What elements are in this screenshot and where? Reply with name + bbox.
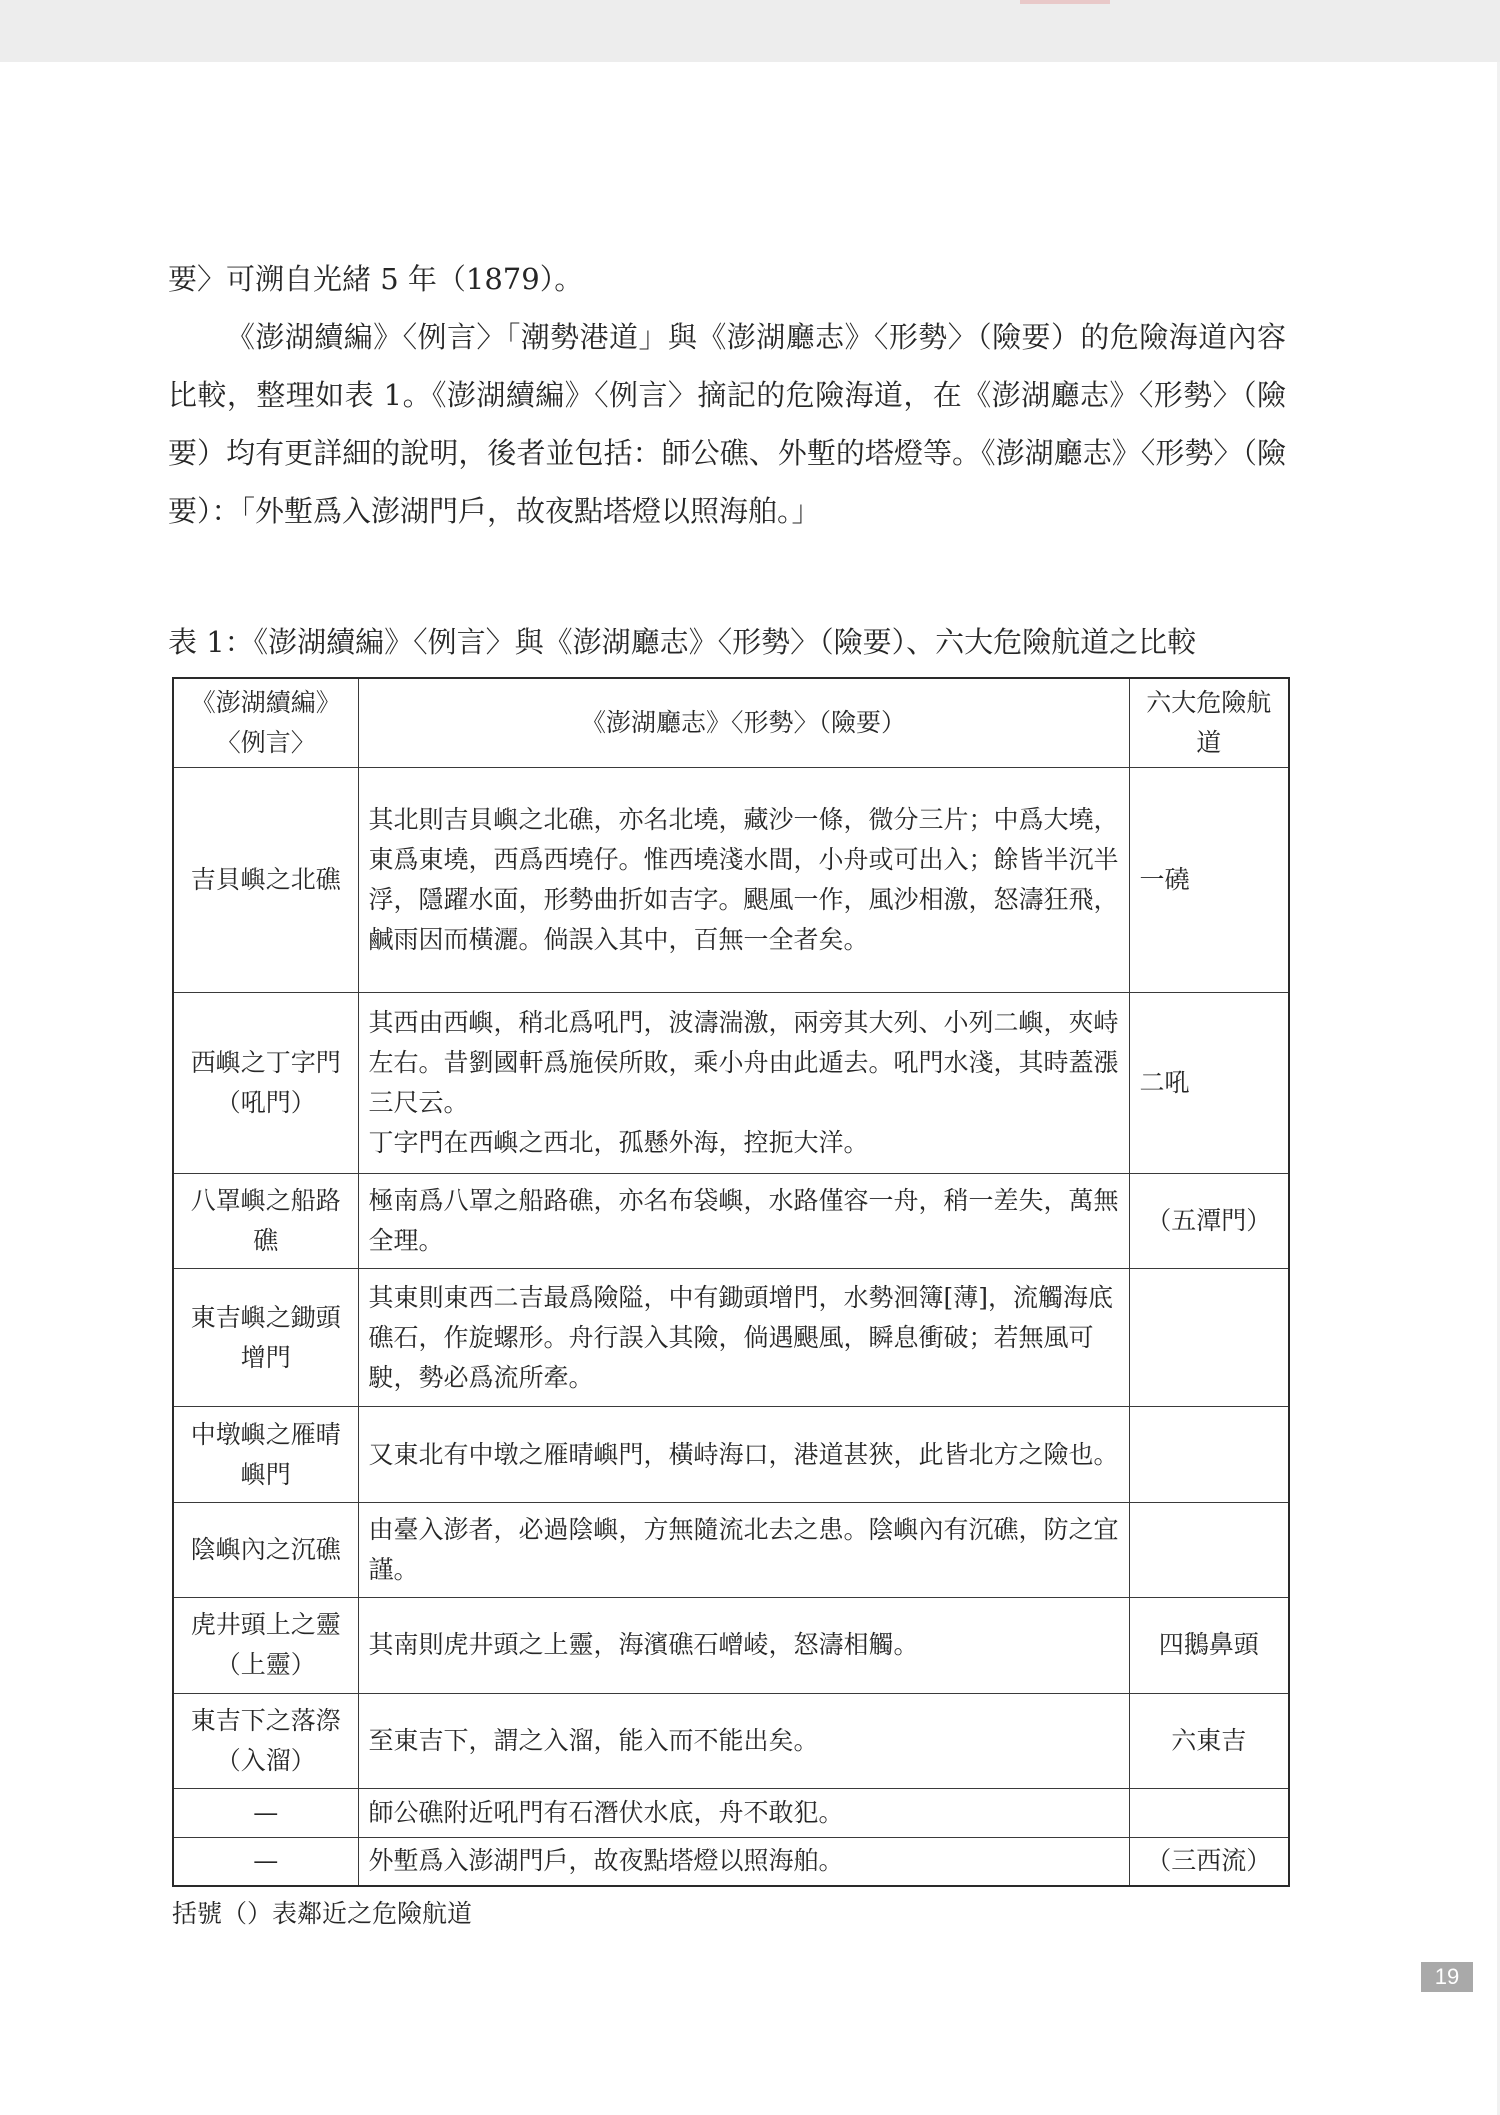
cell-tingzhi: 至東吉下，謂之入溜，能入而不能出矣。 [358, 1693, 1129, 1788]
cell-xubian: 吉貝嶼之北礁 [173, 767, 358, 992]
cell-route: （三西流） [1129, 1837, 1289, 1886]
table-row [173, 1173, 1289, 1268]
cell-xubian: 東吉下之落漈（入溜） [173, 1693, 358, 1788]
cell-route [1129, 1269, 1289, 1407]
table-row [173, 1837, 1289, 1886]
comparison-table [172, 677, 1290, 1887]
table-note: 括號（）表鄰近之危險航道 [172, 1899, 473, 1928]
cell-tingzhi: 其東則東西二吉最爲險隘，中有鋤頭增門，水勢洄簿[薄]，流觸海底礁石，作旋螺形。舟行誤入其險，倘遇颶風，瞬息衝破；若無風可駛，勢必爲流所牽。 [358, 1269, 1129, 1407]
cell-tingzhi: 其南則虎井頭之上靈，海濱礁石嶒崚，怒濤相觸。 [358, 1598, 1129, 1693]
cell-tingzhi: 極南爲八罩之船路礁，亦名布袋嶼，水路僅容一舟，稍一差失，萬無全理。 [358, 1173, 1129, 1268]
cell-tingzhi-extra: 丁字門在西嶼之西北，孤懸外海，控扼大洋。 [368, 1128, 869, 1158]
cell-route: 六東吉 [1129, 1693, 1289, 1788]
cell-tingzhi: 由臺入澎者，必過陰嶼，方無隨流北去之患。陰嶼內有沉礁，防之宜謹。 [358, 1502, 1129, 1597]
table-row [173, 1788, 1289, 1837]
cell-xubian: 東吉嶼之鋤頭增門 [173, 1269, 358, 1407]
scan-top-band [0, 0, 1500, 62]
cell-xubian: 虎井頭上之靈（上靈） [173, 1598, 358, 1693]
cell-route: 一磽 [1129, 767, 1289, 992]
table-row [173, 1269, 1289, 1407]
header-xubian: 《澎湖續編》〈例言〉 [173, 678, 358, 767]
cell-xubian: — [173, 1837, 358, 1886]
cell-xubian: 陰嶼內之沉礁 [173, 1502, 358, 1597]
paragraph-2: 《澎湖續編》〈例言〉「潮勢港道」與《澎湖廳志》〈形勢〉（險要）的危險海道內容比較，整理如表 1。《澎湖續編》〈例言〉摘記的危險海道，在《澎湖廳志》〈形勢〉（險要）均有更詳細的說明，後者並包括：師公礁、外塹的塔燈等。《澎湖廳志》〈形勢〉（險要）：「外塹爲入澎湖門戶，故夜點塔燈以照海舶。」 [168, 320, 1286, 528]
cell-tingzhi: 師公礁附近吼門有石潛伏水底，舟不敢犯。 [358, 1788, 1129, 1837]
cell-xubian: — [173, 1788, 358, 1837]
cell-route: 二吼 [1129, 993, 1289, 1174]
table-row [173, 993, 1289, 1174]
cell-xubian: 八罩嶼之船路礁 [173, 1173, 358, 1268]
page-number: 19 [1421, 1962, 1473, 1992]
paragraph-1: 要〉可溯自光緒 5 年（1879）。 [168, 262, 584, 296]
cell-xubian: 中墩嶼之雁晴嶼門 [173, 1407, 358, 1502]
cell-route: 四鵝鼻頭 [1129, 1598, 1289, 1693]
table-row [173, 1598, 1289, 1693]
header-tingzhi: 《澎湖廳志》〈形勢〉（險要） [358, 678, 1129, 767]
cell-tingzhi: 外塹爲入澎湖門戶，故夜點塔燈以照海舶。 [358, 1837, 1129, 1886]
scan-edge-mark [1020, 0, 1110, 4]
cell-tingzhi: 又東北有中墩之雁晴嶼門，橫峙海口，港道甚狹，此皆北方之險也。 [358, 1407, 1129, 1502]
header-route: 六大危險航道 [1129, 678, 1289, 767]
table-row [173, 767, 1289, 992]
cell-route [1129, 1502, 1289, 1597]
table-header-row [173, 678, 1289, 767]
cell-route [1129, 1788, 1289, 1837]
table-row [173, 1693, 1289, 1788]
cell-tingzhi [358, 993, 1129, 1174]
table-row [173, 1407, 1289, 1502]
table-caption: 表 1：《澎湖續編》〈例言〉與《澎湖廳志》〈形勢〉（險要）、六大危險航道之比較 [168, 625, 1197, 659]
cell-xubian: 西嶼之丁字門（吼門） [173, 993, 358, 1174]
cell-route: （五潭門） [1129, 1173, 1289, 1268]
cell-route [1129, 1407, 1289, 1502]
cell-tingzhi: 其北則吉貝嶼之北礁，亦名北墝，藏沙一條，微分三片；中爲大墝，東爲東墝，西爲西墝仔。惟西墝淺水間，小舟或可出入；餘皆半沉半浮，隱躍水面，形勢曲折如吉字。颶風一作，風沙相激，怒濤狂飛，鹹雨因而橫灑。倘誤入其中，百無一全者矣。 [358, 767, 1129, 992]
table-row [173, 1502, 1289, 1597]
cell-tingzhi-main: 其西由西嶼，稍北爲吼門，波濤湍激，兩旁其大列、小列二嶼，夾峙左右。昔劉國軒爲施侯所敗，乘小舟由此遁去。吼門水淺，其時蓋漲三尺云。 [368, 1008, 1119, 1118]
